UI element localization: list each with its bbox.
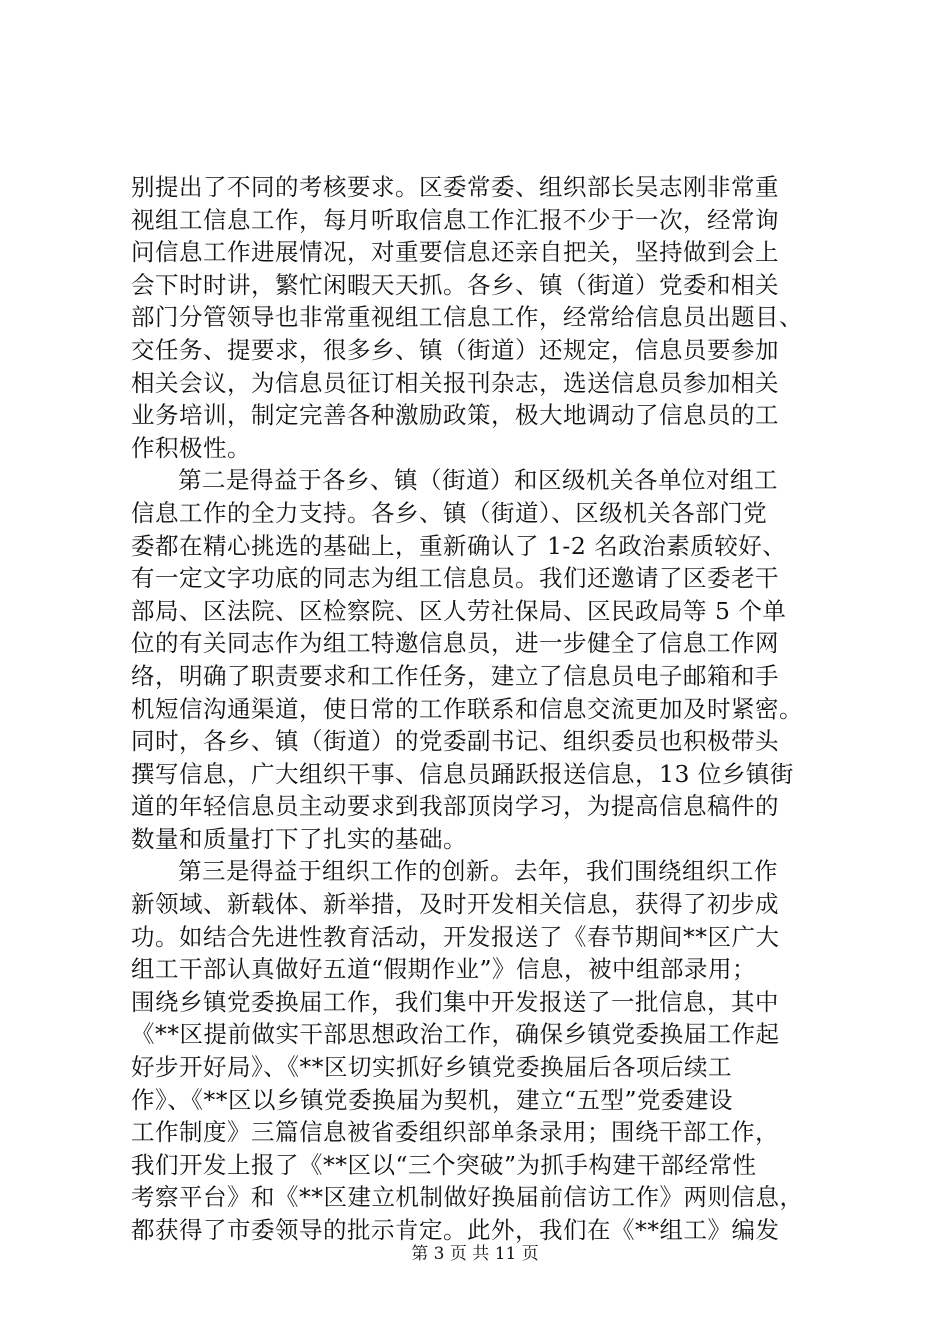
text-line: 有一定文字功底的同志为组工信息员。我们还邀请了区委老干 [131, 564, 779, 593]
text-line: 委都在精心挑选的基础上，重新确认了 1-2 名政治素质较好、 [131, 531, 787, 560]
text-line: 位的有关同志作为组工特邀信息员，进一步健全了信息工作网 [131, 629, 779, 658]
text-line: 好步开好局》、《**区切实抓好乡镇党委换届后各项后续工 [131, 1053, 732, 1082]
text-line: 新领域、新载体、新举措，及时开发相关信息，获得了初步成 [131, 890, 779, 919]
text-line: 问信息工作进展情况，对重要信息还亲自把关，坚持做到会上 [131, 238, 779, 267]
page-number-footer: 第 3 页 共 11 页 [411, 1244, 539, 1264]
text-line: 同时，各乡、镇（街道）的党委副书记、组织委员也积极带头 [131, 727, 779, 756]
text-line: 道的年轻信息员主动要求到我部顶岗学习，为提高信息稿件的 [131, 792, 779, 821]
text-line: 业务培训，制定完善各种激励政策，极大地调动了信息员的工 [131, 401, 779, 430]
text-line: 机短信沟通渠道，使日常的工作联系和信息交流更加及时紧密。 [131, 694, 803, 723]
text-line: 视组工信息工作，每月听取信息工作汇报不少于一次，经常询 [131, 205, 779, 234]
text-line: 信息工作的全力支持。各乡、镇（街道）、区级机关各部门党 [131, 498, 768, 527]
paragraph-first-line: 第二是得益于各乡、镇（街道）和区级机关各单位对组工 [178, 466, 778, 495]
text-line: 功。如结合先进性教育活动，开发报送了《春节期间**区广大 [131, 922, 780, 951]
text-line: 相关会议，为信息员征订相关报刊杂志，选送信息员参加相关 [131, 368, 779, 397]
text-line: 组工干部认真做好五道“假期作业”》信息，被中组部录用； [131, 955, 757, 984]
text-line: 作积极性。 [131, 433, 251, 462]
text-line: 我们开发上报了《**区以“三个突破”为抓手构建干部经常性 [131, 1150, 757, 1179]
text-line: 会下时时讲，繁忙闲暇天天抓。各乡、镇（街道）党委和相关 [131, 270, 779, 299]
text-line: 部门分管领导也非常重视组工信息工作，经常给信息员出题目、 [131, 303, 803, 332]
text-line: 络，明确了职责要求和工作任务，建立了信息员电子邮箱和手 [131, 661, 779, 690]
text-line: 作》、《**区以乡镇党委换届为契机，建立“五型”党委建设 [131, 1085, 734, 1114]
text-line: 工作制度》三篇信息被省委组织部单条录用；围绕干部工作， [131, 1118, 779, 1147]
text-line: 《**区提前做实干部思想政治工作，确保乡镇党委换届工作起 [131, 1020, 780, 1049]
body-text [131, 171, 851, 1247]
text-line: 都获得了市委领导的批示肯定。此外，我们在《**组工》编发 [131, 1216, 780, 1244]
text-line: 围绕乡镇党委换届工作，我们集中开发报送了一批信息，其中 [131, 987, 779, 1016]
text-line: 数量和质量打下了扎实的基础。 [131, 824, 467, 853]
text-line: 部局、区法院、区检察院、区人劳社保局、区民政局等 5 个单 [131, 596, 787, 625]
text-line: 撰写信息，广大组织干事、信息员踊跃报送信息，13 位乡镇街 [131, 759, 794, 788]
paragraph-first-line: 第三是得益于组织工作的创新。去年，我们围绕组织工作 [178, 857, 778, 886]
text-line: 考察平台》和《**区建立机制做好换届前信访工作》两则信息， [131, 1183, 804, 1212]
text-line: 别提出了不同的考核要求。区委常委、组织部长吴志刚非常重 [131, 173, 779, 201]
text-line: 交任务、提要求，很多乡、镇（街道）还规定，信息员要参加 [131, 335, 779, 364]
